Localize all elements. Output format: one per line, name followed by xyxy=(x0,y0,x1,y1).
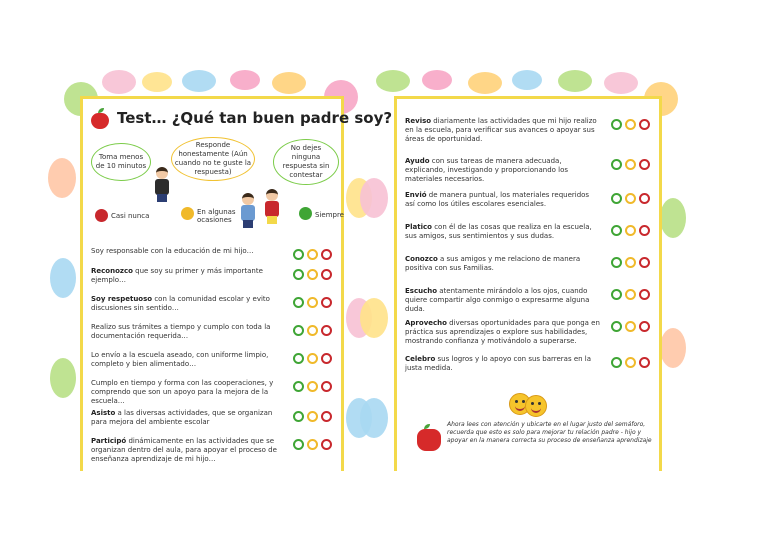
rating-circle-red[interactable] xyxy=(321,269,332,280)
left-question-2 xyxy=(91,267,283,285)
question-keyword: Reconozco xyxy=(91,267,133,275)
rating-circle-red[interactable] xyxy=(321,249,332,260)
legend-label-green: Siempre xyxy=(315,211,344,219)
rating-circle-green[interactable] xyxy=(611,289,622,300)
info-bubble-answer-all: No dejes ninguna respuesta sin contestar xyxy=(273,139,339,185)
legend-yellow-dot xyxy=(181,207,194,220)
left-rating-2 xyxy=(293,269,332,280)
question-text: con sus tareas de manera adecuada, explicando, investigando y proporcionando los materiales necesarios. xyxy=(405,157,569,183)
left-question-3 xyxy=(91,295,283,313)
rating-circle-yellow[interactable] xyxy=(307,325,318,336)
right-question-7 xyxy=(405,319,601,346)
rating-circle-yellow[interactable] xyxy=(307,381,318,392)
left-rating-1 xyxy=(293,249,332,260)
left-question-5 xyxy=(91,351,283,369)
question-text: sus logros y lo apoyo con sus barreras en la justa medida. xyxy=(405,355,592,372)
rating-circle-yellow[interactable] xyxy=(625,225,636,236)
left-question-1 xyxy=(91,247,283,256)
rating-circle-yellow[interactable] xyxy=(307,269,318,280)
rating-circle-red[interactable] xyxy=(321,411,332,422)
rating-circle-green[interactable] xyxy=(293,325,304,336)
apple-icon xyxy=(91,113,109,129)
question-keyword: Soy respetuoso xyxy=(91,295,153,303)
right-rating-6 xyxy=(611,289,650,300)
apple-icon-right xyxy=(417,429,441,451)
rating-circle-yellow[interactable] xyxy=(625,257,636,268)
left-question-6 xyxy=(91,379,283,406)
rating-circle-green[interactable] xyxy=(611,357,622,368)
left-question-4 xyxy=(91,323,283,341)
rating-circle-red[interactable] xyxy=(639,357,650,368)
rating-circle-green[interactable] xyxy=(611,257,622,268)
right-rating-7 xyxy=(611,321,650,332)
question-text: diversas oportunidades para que ponga en práctica sus aprendizajes o explore sus habilidades, mostrando confianza y motivándolo a superarse. xyxy=(405,319,600,345)
right-question-2 xyxy=(405,157,601,184)
rating-circle-yellow[interactable] xyxy=(625,193,636,204)
right-page xyxy=(372,78,672,466)
rating-circle-green[interactable] xyxy=(293,297,304,308)
worksheet-frame-right xyxy=(394,96,662,471)
right-question-6 xyxy=(405,287,601,314)
rating-circle-green[interactable] xyxy=(611,193,622,204)
question-text: dinámicamente en las actividades que se organizan dentro del aula, para apoyar el proceso de enseñanza aprendizaje de mi hijo… xyxy=(91,437,277,463)
rating-circle-yellow[interactable] xyxy=(625,321,636,332)
rating-circle-yellow[interactable] xyxy=(307,353,318,364)
legend-green-dot xyxy=(299,207,312,220)
info-bubble-time: Toma menos de 10 minutos xyxy=(91,143,151,181)
left-question-8 xyxy=(91,437,283,464)
rating-circle-red[interactable] xyxy=(639,225,650,236)
rating-circle-yellow[interactable] xyxy=(307,297,318,308)
legend-red-dot xyxy=(95,209,108,222)
left-rating-3 xyxy=(293,297,332,308)
rating-circle-green[interactable] xyxy=(611,119,622,130)
right-question-5 xyxy=(405,255,601,273)
rating-circle-yellow[interactable] xyxy=(625,357,636,368)
page-title: Test… ¿Qué tan buen padre soy? xyxy=(117,109,393,127)
left-rating-8 xyxy=(293,439,332,450)
right-question-3 xyxy=(405,191,601,209)
rating-circle-green[interactable] xyxy=(293,269,304,280)
rating-circle-green[interactable] xyxy=(611,159,622,170)
question-keyword: Ayudo xyxy=(405,157,430,165)
rating-circle-red[interactable] xyxy=(321,297,332,308)
right-question-4 xyxy=(405,223,601,241)
rating-circle-red[interactable] xyxy=(639,321,650,332)
question-text: con él de las cosas que realiza en la escuela, sus amigos, sus sentimientos y sus dudas. xyxy=(405,223,592,240)
question-text: Lo envío a la escuela aseado, con uniforme limpio, completo y bien alimentado… xyxy=(91,351,269,368)
question-keyword: Platico xyxy=(405,223,432,231)
rating-circle-green[interactable] xyxy=(293,249,304,260)
question-keyword: Celebro xyxy=(405,355,436,363)
right-rating-2 xyxy=(611,159,650,170)
rating-circle-green[interactable] xyxy=(293,381,304,392)
rating-circle-red[interactable] xyxy=(639,119,650,130)
question-text: a sus amigos y me relaciono de manera positiva con sus Familias. xyxy=(405,255,581,272)
question-keyword: Envió xyxy=(405,191,427,199)
left-question-7 xyxy=(91,409,283,427)
rating-circle-yellow[interactable] xyxy=(625,159,636,170)
rating-circle-red[interactable] xyxy=(639,289,650,300)
right-question-1 xyxy=(405,117,601,144)
rating-circle-yellow[interactable] xyxy=(307,411,318,422)
legend-label-yellow: En algunas ocasiones xyxy=(197,208,236,224)
rating-circle-red[interactable] xyxy=(639,159,650,170)
rating-circle-red[interactable] xyxy=(321,381,332,392)
rating-circle-red[interactable] xyxy=(321,439,332,450)
right-rating-5 xyxy=(611,257,650,268)
rating-circle-red[interactable] xyxy=(321,325,332,336)
legend-label-red: Casi nunca xyxy=(111,212,150,220)
worksheet-frame xyxy=(80,96,393,471)
question-text: que soy su primer y más importante ejemplo… xyxy=(91,267,263,284)
rating-circle-red[interactable] xyxy=(639,257,650,268)
rating-circle-yellow[interactable] xyxy=(625,119,636,130)
question-text: con la comunidad escolar y evito discusiones sin sentido… xyxy=(91,295,270,312)
question-text: atentamente mirándolo a los ojos, cuando quiere compartir algo conmigo o expresarme alguna duda. xyxy=(405,287,590,313)
question-keyword: Aprovecho xyxy=(405,319,447,327)
question-keyword: Escucho xyxy=(405,287,438,295)
question-text: Cumplo en tiempo y forma con las cooperaciones, y comprendo que son un apoyo para la mejora de la escuela… xyxy=(91,379,274,405)
rating-circle-yellow[interactable] xyxy=(307,439,318,450)
title-row xyxy=(91,107,393,137)
rating-circle-red[interactable] xyxy=(639,193,650,204)
smiley-icon-2 xyxy=(525,395,547,417)
question-keyword: Conozco xyxy=(405,255,438,263)
rating-circle-yellow[interactable] xyxy=(625,289,636,300)
rating-circle-red[interactable] xyxy=(321,353,332,364)
right-rating-4 xyxy=(611,225,650,236)
info-bubble-honest: Responde honestamente (Aún cuando no te guste la respuesta) xyxy=(171,137,255,181)
rating-circle-green[interactable] xyxy=(293,411,304,422)
question-text: de manera puntual, los materiales requeridos así como los útiles escolares esenciales. xyxy=(405,191,590,208)
question-text: diariamente las actividades que mi hijo realizo en la escuela, para verificar sus avances o apoyar sus áreas de oportunidad. xyxy=(405,117,597,143)
rating-circle-green[interactable] xyxy=(611,321,622,332)
right-rating-8 xyxy=(611,357,650,368)
question-keyword: Participó xyxy=(91,437,127,445)
rating-circle-green[interactable] xyxy=(293,439,304,450)
question-keyword: Asisto xyxy=(91,409,116,417)
closing-note: Ahora lees con atención y ubicarte en el lugar justo del semáforo, recuerda que esto es solo para mejorar tu relación padre - hijo y apoyar en la manera correcta su proceso de enseñanza aprendizaje xyxy=(447,421,652,444)
left-rating-4 xyxy=(293,325,332,336)
left-rating-7 xyxy=(293,411,332,422)
question-text: a las diversas actividades, que se organizan para mejora del ambiente escolar xyxy=(91,409,273,426)
rating-circle-green[interactable] xyxy=(293,353,304,364)
question-keyword: Reviso xyxy=(405,117,432,125)
rating-circle-yellow[interactable] xyxy=(307,249,318,260)
left-rating-6 xyxy=(293,381,332,392)
rating-circle-green[interactable] xyxy=(611,225,622,236)
left-rating-5 xyxy=(293,353,332,364)
right-rating-1 xyxy=(611,119,650,130)
question-text: Soy responsable con la educación de mi hijo… xyxy=(91,247,254,255)
right-question-8 xyxy=(405,355,601,373)
left-page xyxy=(62,78,393,466)
question-text: Realizo sus trámites a tiempo y cumplo con toda la documentación requerida… xyxy=(91,323,271,340)
right-rating-3 xyxy=(611,193,650,204)
